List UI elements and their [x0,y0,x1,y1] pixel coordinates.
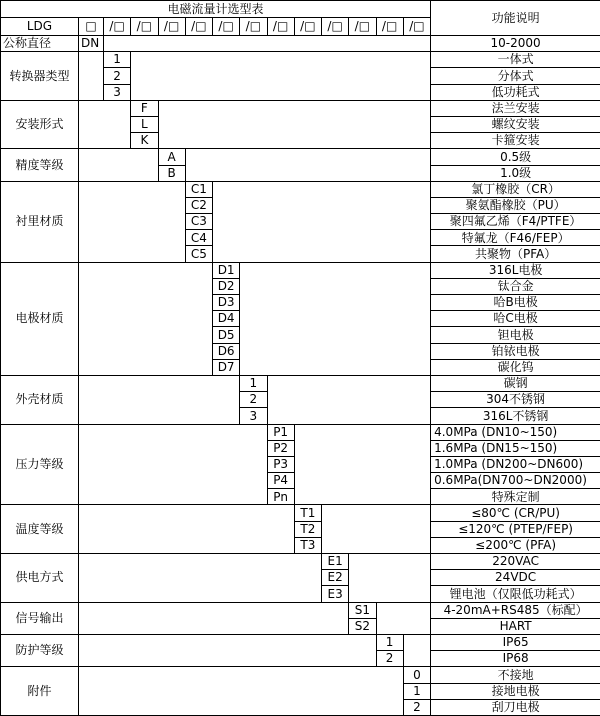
section-label: 附件 [1,667,79,716]
option-code-cell: D1 [213,262,240,278]
spacer-cell [131,52,431,101]
option-description-cell: 共聚物（PFA） [431,246,600,262]
option-description-cell: 哈B电极 [431,295,600,311]
option-description-cell: 锂电池（仅限低功耗式） [431,586,600,602]
section-row [1,554,600,570]
spacer-cell [79,602,349,634]
option-code-cell: Pn [267,489,294,505]
option-code-cell: D7 [213,359,240,375]
option-code-cell: P1 [267,424,294,440]
option-description-cell: ≤80℃ (CR/PU) [431,505,600,521]
option-code-cell: C3 [185,214,212,230]
option-description-cell: 钽电极 [431,327,600,343]
spacer-cell [294,424,430,505]
option-code-cell: S2 [349,618,376,634]
spacer-cell [349,554,431,603]
model-slash-box-cell-9: /□ [322,18,349,36]
spacer-cell [79,424,268,505]
model-slash-box-cell-7: /□ [267,18,294,36]
section-label: 转换器类型 [1,52,79,101]
section-label: 防护等级 [1,634,79,666]
option-code-cell: 1 [403,683,430,699]
option-description-cell: 特殊定制 [431,489,600,505]
option-code-cell: D2 [213,278,240,294]
spacer-cell [79,505,295,554]
page-title: 电磁流量计选型表 [1,1,431,18]
spacer-cell [322,505,431,554]
option-code-cell: D5 [213,327,240,343]
option-description-cell: IP65 [431,634,600,650]
model-slash-box-cell-10: /□ [349,18,376,36]
spacer-cell [79,52,104,101]
option-description-cell: 接地电极 [431,683,600,699]
option-description-cell: 不接地 [431,667,600,683]
section-row [1,181,600,197]
option-code-cell: C4 [185,230,212,246]
section-label: 公称直径 [1,36,79,52]
spacer-cell [267,375,431,424]
option-code-cell: B [158,165,185,181]
section-row [1,100,600,116]
option-description-cell: 卡箍安装 [431,133,600,149]
option-code-cell: T1 [294,505,321,521]
model-slash-box-cell-2: /□ [131,18,158,36]
option-code-cell: 0 [403,667,430,683]
model-slash-box-cell-11: /□ [376,18,403,36]
section-row [1,424,600,440]
section-row [1,375,600,391]
option-code-cell: 2 [240,392,267,408]
section-label: 外壳材质 [1,375,79,424]
option-code-cell: T3 [294,537,321,553]
option-code-cell: E2 [322,570,349,586]
option-code-cell: S1 [349,602,376,618]
option-description-cell: 法兰安装 [431,100,600,116]
option-code-cell: D6 [213,343,240,359]
option-description-cell: 低功耗式 [431,84,600,100]
section-label: 压力等级 [1,424,79,505]
section-row [1,262,600,278]
option-description-cell: 铂铱电极 [431,343,600,359]
section-label: 电极材质 [1,262,79,375]
option-description-cell: HART [431,618,600,634]
option-description-cell: 钛合金 [431,278,600,294]
spacer-cell [79,375,240,424]
spacer-cell [79,149,159,181]
option-description-cell: 分体式 [431,68,600,84]
option-description-cell: 1.6MPa (DN15~150) [431,440,600,456]
option-code-cell: C2 [185,197,212,213]
model-slash-box-cell-8: /□ [294,18,321,36]
option-description-cell: 316L电极 [431,262,600,278]
option-description-cell: ≤200℃ (PFA) [431,537,600,553]
option-description-cell: 聚四氟乙烯（F4/PTFE） [431,214,600,230]
option-code-cell: C1 [185,181,212,197]
section-label: 精度等级 [1,149,79,181]
section-row [1,667,600,683]
option-description-cell: 220VAC [431,554,600,570]
option-code-cell: 2 [403,699,430,715]
option-code-cell: P3 [267,456,294,472]
option-code-cell: E3 [322,586,349,602]
option-description-cell: 一体式 [431,52,600,68]
option-code-cell: T2 [294,521,321,537]
model-slash-box-cell-6: /□ [240,18,267,36]
spacer-cell [79,554,322,603]
option-description-cell: 1.0MPa (DN200~DN600) [431,456,600,472]
function-column-header: 功能说明 [431,1,600,36]
option-code-cell: 2 [104,68,131,84]
option-code-cell: C5 [185,246,212,262]
option-description-cell: 0.6MPa(DN700~DN2000) [431,473,600,489]
model-prefix-cell: LDG [1,18,79,36]
option-description-cell: 4.0MPa (DN10~150) [431,424,600,440]
option-description-cell: 刮刀电极 [431,699,600,715]
option-code-cell: P2 [267,440,294,456]
option-description-cell: 4-20mA+RS485（标配） [431,602,600,618]
spacer-cell [158,100,431,149]
option-description-cell: ≤120℃ (PTEP/FEP) [431,521,600,537]
option-code-cell: D3 [213,295,240,311]
spacer-cell [79,634,377,666]
option-description-cell: 1.0级 [431,165,600,181]
spacer-cell [79,262,213,375]
option-description-cell: 螺纹安装 [431,116,600,132]
option-description-cell: IP68 [431,651,600,667]
section-row [1,505,600,521]
spacer-cell [213,181,431,262]
model-slash-box-cell-1: /□ [104,18,131,36]
option-code-cell: 1 [104,52,131,68]
option-code-cell: E1 [322,554,349,570]
option-code-cell: L [131,116,158,132]
option-code-cell: 1 [240,375,267,391]
option-code-cell: 3 [240,408,267,424]
section-row [1,634,600,650]
option-code-cell: F [131,100,158,116]
option-code-cell: 1 [376,634,403,650]
option-code-cell: D4 [213,311,240,327]
option-description-cell: 304不锈钢 [431,392,600,408]
model-slash-box-cell-5: /□ [213,18,240,36]
section-label: 信号输出 [1,602,79,634]
spacer-cell [104,36,431,52]
title-row [1,1,600,18]
option-code-cell: 2 [376,651,403,667]
option-code-cell: K [131,133,158,149]
section-label: 供电方式 [1,554,79,603]
section-row [1,36,600,52]
option-description-cell: 0.5级 [431,149,600,165]
option-code-cell: A [158,149,185,165]
model-slash-box-cell-3: /□ [158,18,185,36]
option-description-cell: 碳化钨 [431,359,600,375]
option-code-cell: 3 [104,84,131,100]
option-description-cell: 10-2000 [431,36,600,52]
model-slash-box-cell-12: /□ [403,18,430,36]
spacer-cell [240,262,431,375]
option-description-cell: 316L不锈钢 [431,408,600,424]
option-description-cell: 哈C电极 [431,311,600,327]
section-row [1,602,600,618]
section-label: 温度等级 [1,505,79,554]
option-code-cell: P4 [267,473,294,489]
spacer-cell [79,100,131,149]
option-description-cell: 聚氨酯橡胶（PU） [431,197,600,213]
spacer-cell [79,181,186,262]
option-description-cell: 特氟龙（F46/FEP） [431,230,600,246]
spacer-cell [185,149,430,181]
section-row [1,149,600,165]
spacer-cell [403,634,430,666]
spacer-cell [376,602,431,634]
model-box-cell: □ [79,18,104,36]
section-label: 安装形式 [1,100,79,149]
option-description-cell: 24VDC [431,570,600,586]
section-label: 衬里材质 [1,181,79,262]
model-slash-box-cell-4: /□ [185,18,212,36]
section-row [1,52,600,68]
option-description-cell: 碳钢 [431,375,600,391]
option-description-cell: 氯丁橡胶（CR） [431,181,600,197]
option-code-cell: DN [79,36,104,52]
spacer-cell [79,667,404,716]
